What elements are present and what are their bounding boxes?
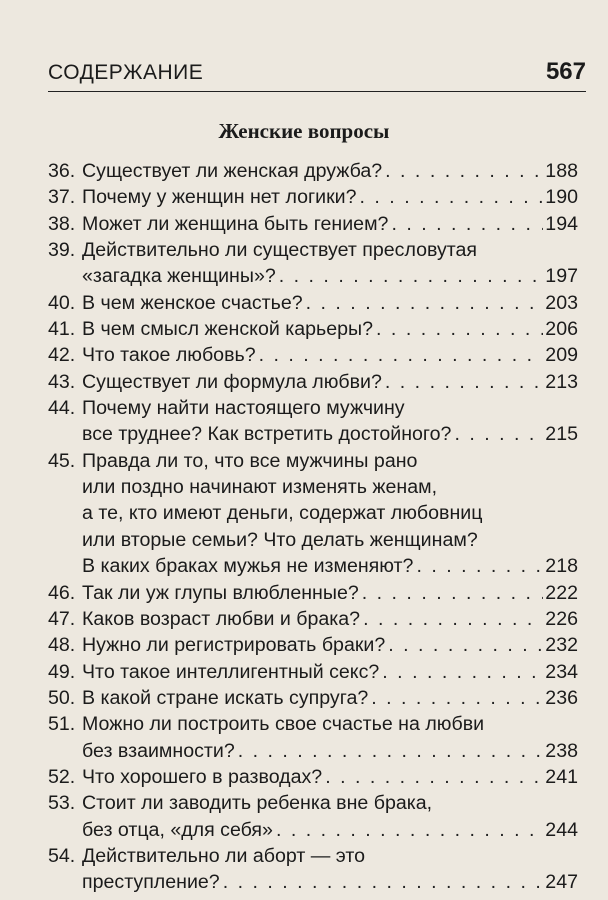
toc-entry-line (48, 659, 578, 685)
toc-entry[interactable] (48, 764, 578, 790)
dot-leader (388, 632, 543, 658)
toc-entry-line (48, 817, 578, 843)
toc-entry-text: Почему найти настоящего мужчину (82, 397, 405, 420)
dot-leader (306, 290, 544, 316)
dot-leader (371, 685, 543, 711)
toc-entry[interactable] (48, 211, 578, 237)
toc-entry-text: преступление? (82, 871, 220, 894)
toc-entry-line (48, 632, 578, 658)
toc-entry-number: 53. (48, 792, 76, 815)
toc-entry-line (48, 421, 578, 447)
toc-entry-number: 42. (48, 344, 76, 367)
toc-entry-line (48, 553, 578, 579)
toc-entry-number: 45. (48, 449, 76, 472)
toc-entry-text: Правда ли то, что все мужчины рано (82, 449, 418, 472)
toc-entry-page: 213 (545, 370, 578, 393)
running-header-title: СОДЕРЖАНИЕ (48, 61, 204, 84)
toc-entry-text: или вторые семьи? Что делать женщинам? (82, 528, 478, 551)
toc-entry-line (48, 474, 578, 500)
toc-entry-text: а те, кто имеют деньги, содержат любовниц (82, 502, 483, 525)
toc-entry-line (48, 342, 578, 368)
toc-entry-number: 37. (48, 186, 76, 209)
toc-entry[interactable] (48, 580, 578, 606)
dot-leader (259, 342, 544, 368)
dot-leader (279, 263, 544, 289)
toc-entry-line (48, 500, 578, 526)
toc-entry-line (48, 290, 578, 316)
dot-leader (385, 369, 543, 395)
section-title: Женские вопросы (218, 119, 390, 143)
dot-leader (385, 158, 543, 184)
toc-entry-text: Может ли женщина быть гением? (82, 212, 389, 235)
toc-entry-text: Что хорошего в разводах? (82, 765, 323, 788)
toc-entry-page: 194 (545, 212, 578, 235)
toc-entry-text: «загадка женщины»? (82, 265, 276, 288)
toc-entry[interactable] (48, 711, 578, 764)
toc-entry[interactable] (48, 290, 578, 316)
toc-entry-line (48, 869, 578, 895)
toc-entry-line (48, 316, 578, 342)
dot-leader (276, 817, 543, 843)
dot-leader (360, 184, 544, 210)
toc-entry-number: 40. (48, 291, 76, 314)
toc-entry-line (48, 448, 578, 474)
toc-entry-page: 236 (545, 686, 578, 709)
toc-entry-number: 39. (48, 239, 76, 262)
toc-entry-text: Действительно ли существует пресловутая (82, 239, 478, 262)
toc-entry-text: В какой стране искать супруга? (82, 686, 369, 709)
toc-entry-page: 222 (545, 581, 578, 604)
toc-entry[interactable] (48, 448, 578, 580)
toc-entry[interactable] (48, 184, 578, 210)
toc-entry-page: 226 (545, 607, 578, 630)
toc-entry-page: 197 (545, 265, 578, 288)
toc-entry-line (48, 711, 578, 737)
toc-entry[interactable] (48, 342, 578, 368)
toc-entry-number: 54. (48, 844, 76, 867)
dot-leader (454, 421, 543, 447)
toc-entry-line (48, 606, 578, 632)
toc-entry[interactable] (48, 632, 578, 658)
toc-entry-page: 238 (545, 739, 578, 762)
dot-leader (391, 211, 543, 237)
toc-entry-line (48, 738, 578, 764)
toc-entry-text: без отца, «для себя» (82, 818, 273, 841)
dot-leader (376, 316, 543, 342)
dot-leader (223, 869, 544, 895)
toc-entry-line (48, 843, 578, 869)
toc-entry-text: Почему у женщин нет логики? (82, 186, 357, 209)
toc-entry-line (48, 527, 578, 553)
dot-leader (325, 764, 543, 790)
toc-entry-text: Можно ли построить свое счастье на любви (82, 713, 485, 736)
toc-entry-page: 215 (545, 423, 578, 446)
toc-entry-number: 43. (48, 370, 76, 393)
toc-entry-line (48, 158, 578, 184)
toc-entry-number: 36. (48, 160, 76, 182)
toc-entry-number: 48. (48, 634, 76, 657)
toc-entry-number: 41. (48, 318, 76, 341)
toc-entry-text: Что такое интеллигентный секс? (82, 660, 380, 683)
toc-entry[interactable] (48, 316, 578, 342)
page-number: 567 (545, 58, 586, 85)
header-rule (48, 91, 586, 92)
dot-leader (238, 738, 544, 764)
toc-entry-page: 244 (545, 818, 578, 841)
toc-entry-line (48, 237, 578, 263)
toc-entry-text: Существует ли женская дружба? (82, 160, 383, 182)
toc-entry-number: 47. (48, 607, 76, 630)
toc-entry-text: Каков возраст любви и брака? (82, 607, 361, 630)
toc-entry-text: или поздно начинают изменять женам, (82, 476, 438, 499)
toc-entry[interactable] (48, 685, 578, 711)
toc-entry-number: 50. (48, 686, 76, 709)
toc-entry-number: 46. (48, 581, 76, 604)
toc-entry-line (48, 580, 578, 606)
toc-entry-page: 190 (545, 186, 578, 209)
toc-entry-text: В чем смысл женской карьеры? (82, 318, 374, 341)
toc-entry-page: 188 (545, 160, 578, 182)
toc-entry-line (48, 395, 578, 421)
toc-entry-page: 234 (545, 660, 578, 683)
dot-leader (382, 659, 543, 685)
toc-entry-text: Действительно ли аборт — это (82, 844, 366, 867)
toc-entry-text: Существует ли формула любви? (82, 370, 382, 393)
toc-entry-text: все труднее? Как встретить достойного? (82, 423, 452, 446)
toc-entry-line (48, 263, 578, 289)
dot-leader (416, 553, 543, 579)
toc-entry-line (48, 764, 578, 790)
toc-entry-line (48, 211, 578, 237)
dot-leader (363, 606, 543, 632)
toc-entry-number: 38. (48, 212, 76, 235)
toc-entry-text: Что такое любовь? (82, 344, 256, 367)
toc-entry[interactable] (48, 790, 578, 843)
toc-entry-page: 247 (545, 871, 578, 894)
toc-entry[interactable] (48, 659, 578, 685)
toc-entry[interactable] (48, 158, 578, 184)
toc-entry-text: без взаимности? (82, 739, 235, 762)
toc-entry-page: 218 (545, 555, 578, 578)
toc-entry-number: 51. (48, 713, 76, 736)
toc-entry-text: Так ли уж глупы влюбленные? (82, 581, 359, 604)
toc-entry-text: Нужно ли регистрировать браки? (82, 634, 386, 657)
toc-entry[interactable] (48, 237, 578, 290)
toc-entry-page: 241 (545, 765, 578, 788)
toc-entry-page: 206 (545, 318, 578, 341)
toc-entry-text: В каких браках мужья не изменяют? (82, 555, 414, 578)
toc-entry-text: В чем женское счастье? (82, 291, 303, 314)
toc-entry[interactable] (48, 843, 578, 896)
toc-entry-number: 49. (48, 660, 76, 683)
table-of-contents (48, 158, 578, 896)
toc-entry[interactable] (48, 606, 578, 632)
toc-entry-page: 203 (545, 291, 578, 314)
toc-entry-line (48, 790, 578, 816)
toc-entry-number: 44. (48, 397, 76, 420)
toc-entry[interactable] (48, 369, 578, 395)
toc-entry-page: 209 (545, 344, 578, 367)
toc-entry-number: 52. (48, 765, 76, 788)
toc-entry-page: 232 (545, 634, 578, 657)
toc-entry-line (48, 685, 578, 711)
toc-entry[interactable] (48, 395, 578, 448)
dot-leader (362, 580, 544, 606)
toc-entry-line (48, 184, 578, 210)
toc-entry-text: Стоит ли заводить ребенка вне брака, (82, 792, 433, 815)
toc-entry-line (48, 369, 578, 395)
